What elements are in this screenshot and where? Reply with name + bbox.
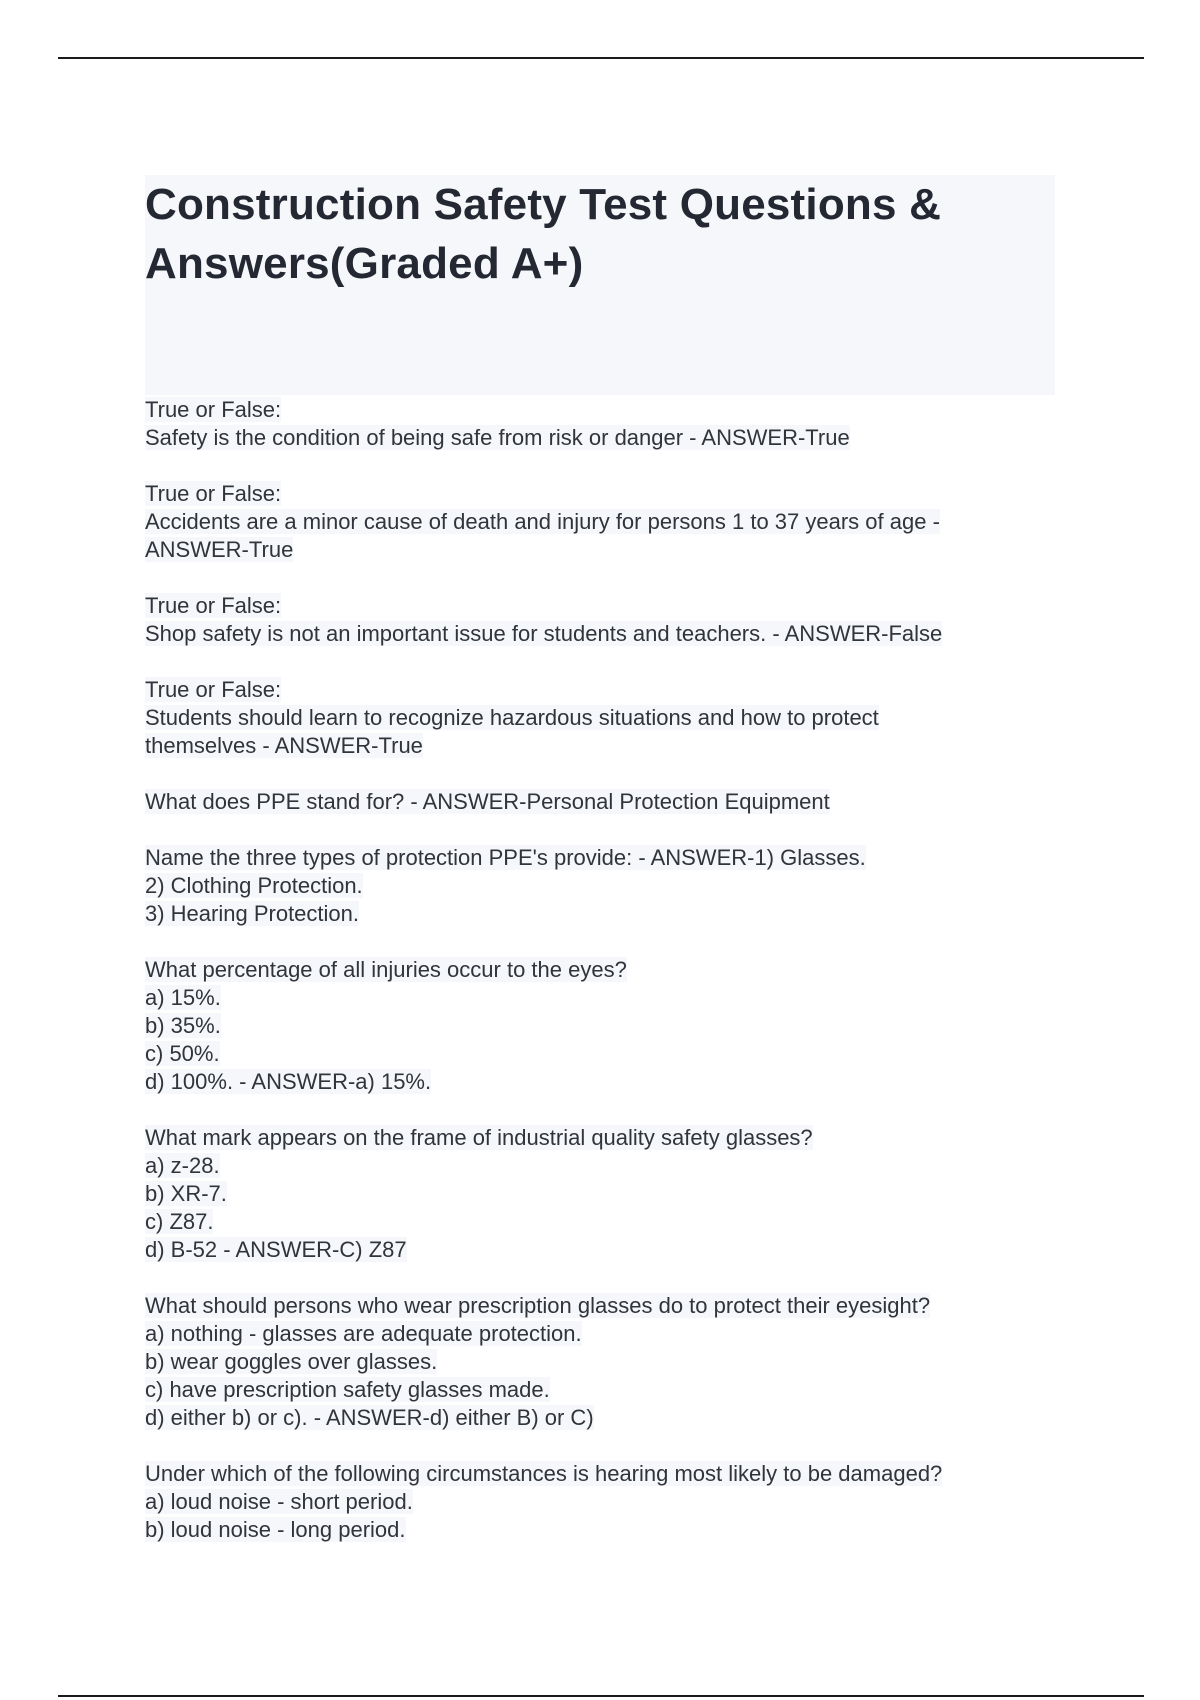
qa-line: What does PPE stand for? - ANSWER-Personal Protection Equipment [145,789,830,814]
qa-line: What should persons who wear prescription glasses do to protect their eyesight? [145,1293,931,1318]
qa-list [145,396,1065,1572]
qa-line: a) loud noise - short period. [145,1489,413,1514]
qa-line: True or False: [145,397,282,422]
top-rule [58,57,1144,59]
qa-item [145,1460,1065,1544]
bottom-rule [58,1695,1144,1697]
qa-line: True or False: [145,481,282,506]
qa-item [145,676,1065,760]
qa-line: Name the three types of protection PPE's provide: - ANSWER-1) Glasses. [145,845,866,870]
qa-line: Safety is the condition of being safe from risk or danger - ANSWER-True [145,425,850,450]
qa-line: b) 35%. [145,1013,221,1038]
qa-line: True or False: [145,593,282,618]
qa-item [145,1292,1065,1432]
qa-line: True or False: [145,677,282,702]
qa-line: Under which of the following circumstances is hearing most likely to be damaged? [145,1461,943,1486]
qa-line: a) z-28. [145,1153,220,1178]
qa-line: Students should learn to recognize hazardous situations and how to protect [145,705,879,730]
qa-line: b) XR-7. [145,1181,227,1206]
qa-line: c) 50%. [145,1041,220,1066]
qa-line: ANSWER-True [145,537,294,562]
qa-line: b) loud noise - long period. [145,1517,406,1542]
qa-line: c) Z87. [145,1209,214,1234]
qa-item [145,844,1065,928]
qa-item [145,592,1065,648]
qa-line: c) have prescription safety glasses made. [145,1377,550,1402]
qa-line: Accidents are a minor cause of death and injury for persons 1 to 37 years of age - [145,509,940,534]
qa-line: d) B-52 - ANSWER-C) Z87 [145,1237,407,1262]
qa-line: d) either b) or c). - ANSWER-d) either B) or C) [145,1405,594,1430]
qa-line: What percentage of all injuries occur to the eyes? [145,957,627,982]
qa-item [145,480,1065,564]
qa-line: What mark appears on the frame of industrial quality safety glasses? [145,1125,813,1150]
qa-line: d) 100%. - ANSWER-a) 15%. [145,1069,432,1094]
qa-line: 3) Hearing Protection. [145,901,359,926]
qa-line: a) 15%. [145,985,221,1010]
qa-item [145,788,1065,816]
page-title: Construction Safety Test Questions & Answers(Graded A+) [145,180,942,288]
title-block [145,175,1055,395]
qa-line: themselves - ANSWER-True [145,733,423,758]
qa-line: Shop safety is not an important issue for students and teachers. - ANSWER-False [145,621,943,646]
qa-line: 2) Clothing Protection. [145,873,363,898]
qa-line: b) wear goggles over glasses. [145,1349,438,1374]
qa-item [145,1124,1065,1264]
qa-item [145,956,1065,1096]
qa-item [145,396,1065,452]
qa-line: a) nothing - glasses are adequate protection. [145,1321,582,1346]
